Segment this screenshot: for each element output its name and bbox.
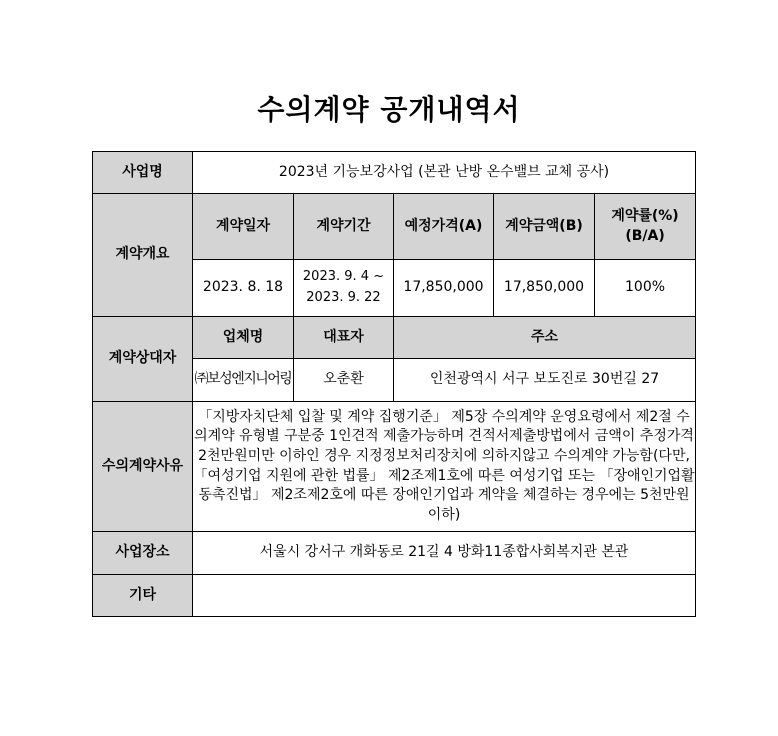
reason-text: 「지방자치단체 입찰 및 계약 집행기준」 제5장 수의계약 운영요령에서 제2절 수의계약 유형별 구분중 1인견적 제출가능하며 견적서제출방법에서 금액이 추정가격 2천만원미만 이하인 경우 지정정보처리장치에 의하지않고 수의계약 가능함(다만,「여성기업 지원에 관한 법률」 제2조제1호에 따른 여성기업 또는 「장애인기업활동촉진법」 제2조제2호에 따른 장애인기업과 계약을 체결하는 경우에는 5천만원이하)	[193, 402, 696, 532]
contract-period-value: 2023. 9. 4 ~ 2023. 9. 22	[294, 260, 394, 317]
estimated-price-value: 17,850,000	[394, 260, 494, 317]
contract-date-header: 계약일자	[193, 194, 294, 260]
address-value: 인천광역시 서구 보도진로 30번길 27	[394, 359, 696, 402]
contract-disclosure-table	[92, 151, 696, 617]
contract-amount-header: 계약금액(B)	[494, 194, 595, 260]
etc-value	[193, 575, 696, 617]
location-label: 사업장소	[93, 532, 193, 575]
project-name-label: 사업명	[93, 152, 193, 194]
ceo-header: 대표자	[294, 317, 394, 359]
contract-rate-value: 100%	[595, 260, 696, 317]
etc-label: 기타	[93, 575, 193, 617]
contract-rate-header: 계약률(%) (B/A)	[595, 194, 696, 260]
contract-date-value: 2023. 8. 18	[193, 260, 294, 317]
contract-amount-value: 17,850,000	[494, 260, 595, 317]
document-title: 수의계약 공개내역서	[257, 93, 521, 126]
ceo-value: 오춘환	[294, 359, 394, 402]
estimated-price-header: 예정가격(A)	[394, 194, 494, 260]
location-value: 서울시 강서구 개화동로 21길 4 방화11종합사회복지관 본관	[193, 532, 696, 575]
contract-period-header: 계약기간	[294, 194, 394, 260]
address-header: 주소	[394, 317, 696, 359]
counterparty-label: 계약상대자	[93, 317, 193, 402]
contract-overview-label: 계약개요	[93, 194, 193, 317]
project-name-value: 2023년 기능보강사업 (본관 난방 온수밸브 교체 공사)	[193, 152, 696, 194]
reason-label: 수의계약사유	[93, 402, 193, 532]
company-name-value: ㈜보성엔지니어링	[193, 359, 294, 402]
company-name-header: 업체명	[193, 317, 294, 359]
